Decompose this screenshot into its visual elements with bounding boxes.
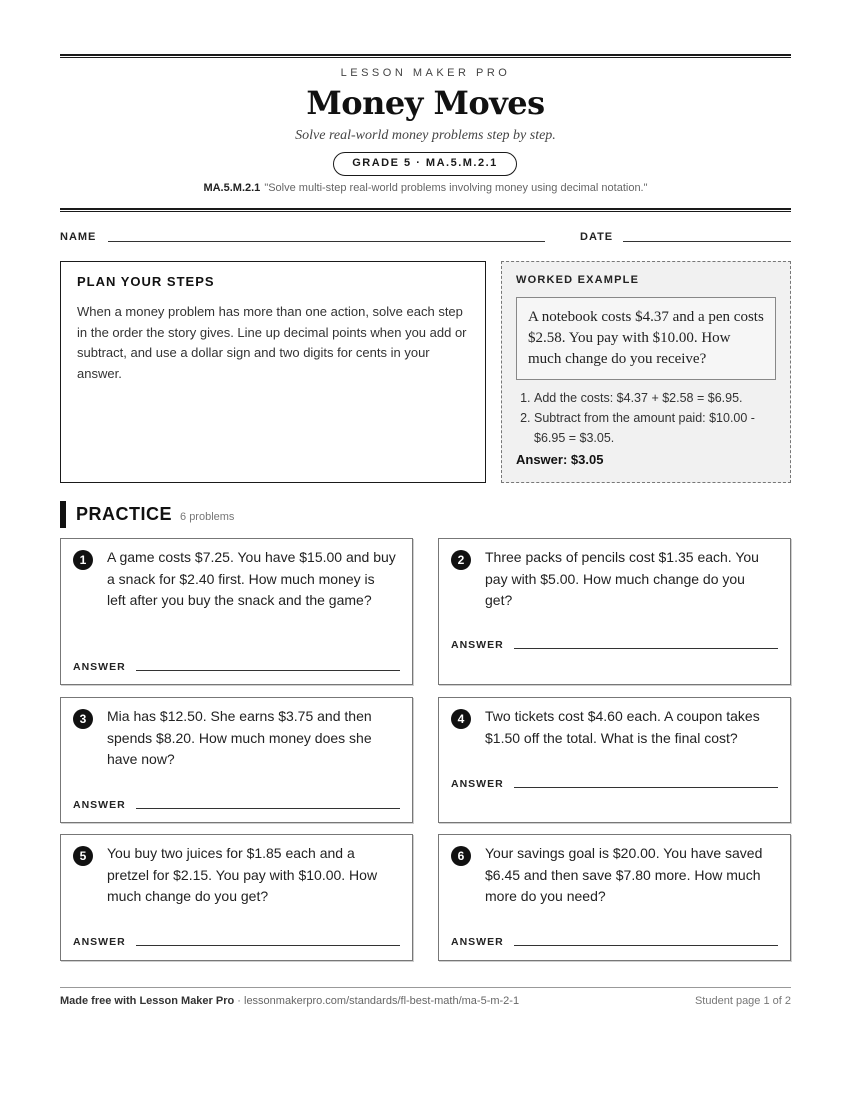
page-title: Money Moves (306, 84, 545, 122)
problem-number: 6 (451, 846, 471, 866)
answer-label: ANSWER (451, 936, 504, 948)
brand-name: LESSON MAKER PRO (340, 67, 511, 79)
worksheet-page (60, 0, 791, 1100)
answer-label: ANSWER (451, 639, 504, 651)
footer-made-with: Made free with Lesson Maker Pro (60, 995, 235, 1007)
problem-card (438, 538, 791, 685)
problem-card (438, 697, 791, 823)
example-answer: Answer: $3.05 (516, 452, 604, 467)
answer-line[interactable] (136, 808, 400, 809)
problem-text: Two tickets cost $4.60 each. A coupon takes $1.50 off the total. What is the final cost? (485, 708, 760, 746)
answer-line[interactable] (136, 945, 400, 946)
problem-number: 2 (451, 550, 471, 570)
example-problem: A notebook costs $4.37 and a pen costs $2.58. You pay with $10.00. How much change do you receive? (516, 297, 776, 380)
problem-text: You buy two juices for $1.85 each and a pretzel for $2.15. You pay with $10.00. How much change do you get? (107, 845, 378, 904)
worked-example-box (501, 261, 791, 483)
footer-url[interactable]: · lessonmakerpro.com/standards/fl-best-math/ma-5-m-2-1 (234, 995, 520, 1007)
practice-heading (60, 501, 234, 528)
header-bottom-rule (60, 208, 791, 212)
standard-code: MA.5.M.2.1 (203, 182, 261, 194)
footer-rule (60, 987, 791, 988)
answer-label: ANSWER (451, 778, 504, 790)
footer-page-number: Student page 1 of 2 (694, 995, 791, 1007)
problem-card (60, 834, 413, 961)
answer-line[interactable] (514, 945, 778, 946)
example-heading: WORKED EXAMPLE (516, 274, 640, 286)
plan-your-steps-box (60, 261, 486, 483)
example-step: 1. Add the costs: $4.37 + $2.58 = $6.95. (534, 388, 776, 408)
date-field-line[interactable] (623, 241, 791, 242)
standard-line (60, 182, 791, 194)
grade-badge: GRADE 5 · MA.5.M.2.1 (333, 152, 517, 176)
example-step: 2. Subtract from the amount paid: $10.00 - $6.95 = $3.05. (534, 408, 776, 448)
plan-heading: PLAN YOUR STEPS (77, 274, 215, 289)
problem-number: 3 (73, 709, 93, 729)
page-subtitle: Solve real-world money problems step by step. (295, 128, 556, 143)
header-top-rule (60, 54, 791, 58)
answer-label: ANSWER (73, 661, 126, 673)
standard-text: "Solve multi-step real-world problems involving money using decimal notation." (264, 182, 648, 194)
practice-count: 6 problems (180, 511, 235, 523)
problem-card (60, 538, 413, 685)
problem-number: 1 (73, 550, 93, 570)
problem-text: Three packs of pencils cost $1.35 each. You pay with $5.00. How much change do you get? (485, 549, 759, 608)
problem-number: 4 (451, 709, 471, 729)
plan-text: When a money problem has more than one action, solve each step in the order the story gives. Line up decimal points when you add or subtract, and use a dollar sign and two digits for cents in your answer. (77, 304, 467, 381)
answer-label: ANSWER (73, 799, 126, 811)
answer-line[interactable] (514, 648, 778, 649)
answer-line[interactable] (136, 670, 400, 671)
name-field-line[interactable] (108, 241, 545, 242)
name-label: NAME (60, 231, 97, 243)
problem-number: 5 (73, 846, 93, 866)
footer-credit (60, 995, 519, 1007)
answer-line[interactable] (514, 787, 778, 788)
problem-card (438, 834, 791, 961)
practice-title: PRACTICE (76, 504, 173, 524)
problem-text: Your savings goal is $20.00. You have saved $6.45 and then save $7.80 more. How much more do you need? (485, 845, 763, 904)
problem-text: A game costs $7.25. You have $15.00 and buy a snack for $2.40 first. How much money is left after you buy the snack and the game? (107, 549, 396, 608)
example-steps (516, 388, 776, 448)
problem-card (60, 697, 413, 823)
problem-text: Mia has $12.50. She earns $3.75 and then spends $8.20. How much money does she have now? (107, 708, 372, 767)
date-label: DATE (580, 231, 614, 243)
answer-label: ANSWER (73, 936, 126, 948)
